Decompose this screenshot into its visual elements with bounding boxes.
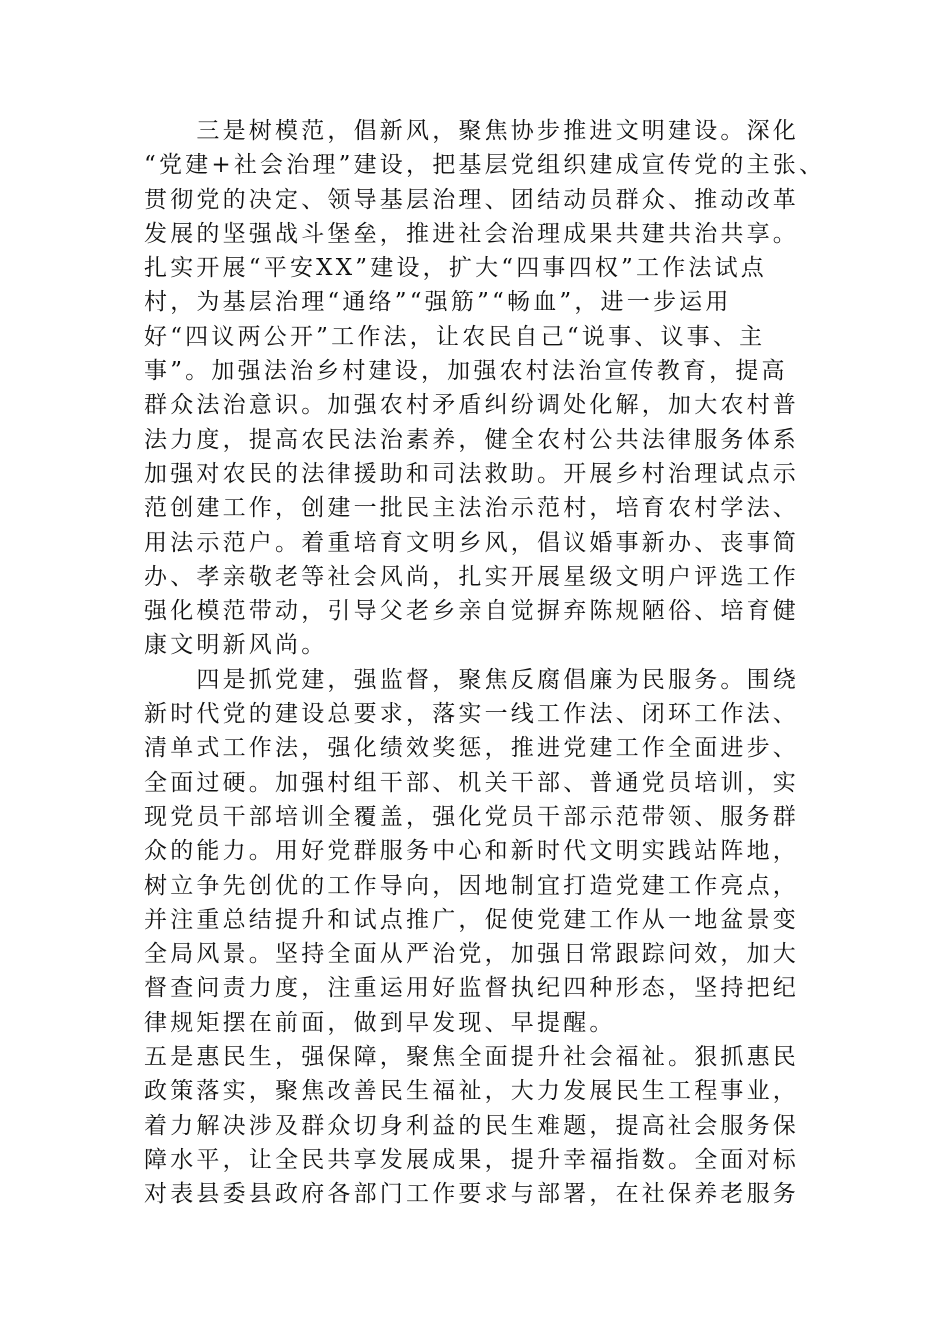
text-line: 并注重总结提升和试点推广，促使党建工作从一地盆景变 <box>144 906 799 933</box>
text-line: 加强对农民的法律援助和司法救助。开展乡村治理试点示 <box>144 460 799 487</box>
text-line: 办、孝亲敬老等社会风尚，扎实开展星级文明户评选工作 <box>144 563 799 590</box>
text-line: 全面过硬。加强村组干部、机关干部、普通党员培训，实 <box>144 769 799 796</box>
text-line: 五是惠民生，强保障，聚焦全面提升社会福祉。狠抓惠民 <box>144 1044 799 1071</box>
text-line: 好“四议两公开”工作法，让农民自己“说事、议事、主 <box>144 323 766 350</box>
text-line: 强化模范带动，引导父老乡亲自觉摒弃陈规陋俗、培育健 <box>144 598 799 625</box>
text-line: 贯彻党的决定、领导基层治理、团结动员群众、推动改革 <box>144 186 799 213</box>
text-line: 范创建工作，创建一批民主法治示范村，培育农村学法、 <box>144 495 799 522</box>
text-line: 政策落实，聚焦改善民生福祉，大力发展民生工程事业， <box>144 1078 799 1105</box>
document-body <box>144 114 827 1212</box>
text-line: 树立争先创优的工作导向，因地制宜打造党建工作亮点， <box>144 872 799 899</box>
text-line: 障水平，让全民共享发展成果，提升幸福指数。全面对标 <box>144 1146 799 1173</box>
text-line: 对表县委县政府各部门工作要求与部署，在社保养老服务 <box>144 1181 799 1208</box>
text-line: 全局风景。坚持全面从严治党，加强日常跟踪问效，加大 <box>144 941 799 968</box>
text-line: 清单式工作法，强化绩效奖惩，推进党建工作全面进步、 <box>144 735 799 762</box>
text-line: 现党员干部培训全覆盖，强化党员干部示范带领、服务群 <box>144 803 799 830</box>
text-line: 法力度，提高农民法治素养，健全农村公共法律服务体系 <box>144 426 799 453</box>
text-line: 新时代党的建设总要求，落实一线工作法、闭环工作法、 <box>144 701 799 728</box>
text-line: 律规矩摆在前面，做到早发现、早提醒。 <box>144 1009 616 1036</box>
text-line: 四是抓党建，强监督，聚焦反腐倡廉为民服务。围绕 <box>144 666 799 693</box>
text-line: 康文明新风尚。 <box>144 632 328 659</box>
text-line: “党建+社会治理”建设，把基层党组织建成宣传党的主张、 <box>144 152 826 179</box>
text-line: 村，为基层治理“通络”“强筋”“畅血”，进一步运用 <box>144 289 732 316</box>
text-line: 用法示范户。着重培育文明乡风，倡议婚事新办、丧事简 <box>144 529 799 556</box>
text-line: 事”。加强法治乡村建设，加强农村法治宣传教育，提高 <box>144 358 788 385</box>
text-line: 发展的坚强战斗堡垒，推进社会治理成果共建共治共享。 <box>144 220 799 247</box>
text-line: 督查问责力度，注重运用好监督执纪四种形态，坚持把纪 <box>144 975 799 1002</box>
text-line: 着力解决涉及群众切身利益的民生难题，提高社会服务保 <box>144 1112 799 1139</box>
text-line: 三是树模范，倡新风，聚焦协步推进文明建设。深化 <box>144 118 799 144</box>
text-line: 群众法治意识。加强农村矛盾纠纷调处化解，加大农村普 <box>144 392 799 419</box>
text-line: 众的能力。用好党群服务中心和新时代文明实践站阵地， <box>144 838 799 865</box>
text-line: 扎实开展“平安XX”建设，扩大“四事四权”工作法试点 <box>144 255 767 282</box>
